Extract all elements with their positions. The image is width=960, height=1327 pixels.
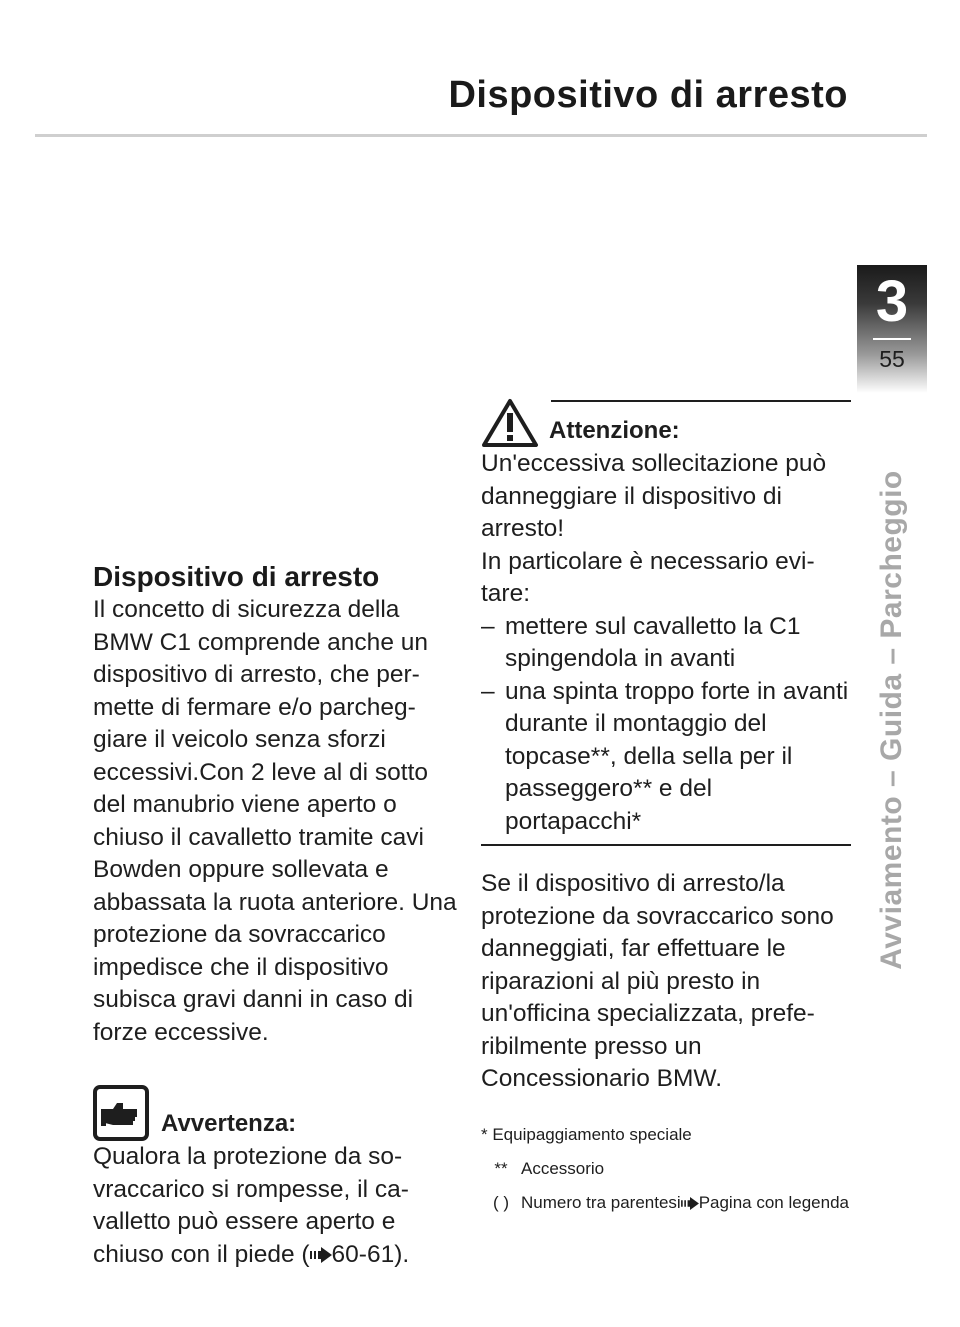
note-text — [93, 1141, 465, 1271]
list-item — [481, 611, 851, 676]
list-item-text: mettere sul cavalletto la C1 spingendola in avanti — [505, 612, 801, 672]
chapter-tab-divider — [873, 338, 911, 340]
legend-row-parentheses — [481, 1186, 851, 1220]
intro-paragraph: Il concetto di sicurezza della BMW C1 comprende anche un dispositivo di arresto, che per-mette di fermare e/o parcheg-giare il veicolo senza sforzi eccessivi.Con 2 leve al di sotto del manubrio viene aperto o chiuso il cavalletto tramite cavi Bowden oppure sollevata e abbassata la ruota anteriore. Una protezione da sovraccarico impedisce che il dispositivo subisca gravi danni in caso di forze eccessive. — [93, 596, 457, 1046]
warning-box — [481, 398, 851, 846]
legend-text — [521, 1186, 849, 1220]
section-heading: Dispositivo di arresto — [93, 561, 380, 592]
note-page-reference: 60-61 — [331, 1240, 395, 1268]
warning-list — [481, 611, 851, 839]
page-number: 55 — [879, 346, 905, 372]
header-divider — [35, 134, 927, 137]
page-reference-arrow-icon — [310, 1247, 332, 1263]
note-header — [93, 1081, 465, 1141]
legend-symbol: ** — [494, 1158, 508, 1178]
list-item-text: una spinta troppo forte in avanti durante il montaggio del topcase**, della sella per il passeggero** e del portapacchi* — [505, 677, 849, 835]
note-block — [93, 1081, 465, 1271]
dash-bullet: – — [481, 677, 495, 705]
list-item — [481, 676, 851, 839]
legend-special: * Equipaggiamento speciale — [481, 1124, 692, 1144]
dash-bullet: – — [481, 612, 495, 640]
note-text-before: Qualora la protezione da so-vraccarico si rompesse, il ca-valletto può essere aperto e chiuso con il piede ( — [93, 1143, 409, 1268]
warning-triangle-icon — [481, 398, 539, 448]
hand-note-icon — [93, 1085, 149, 1141]
warning-intro: In particolare è necessario evi-tare: — [481, 547, 815, 607]
legend-text: Accessorio — [521, 1158, 605, 1178]
legend-row-accessory — [481, 1152, 851, 1186]
right-column — [481, 398, 851, 1220]
chapter-number: 3 — [875, 269, 909, 334]
warning-top-rule — [551, 400, 851, 402]
warning-text: Un'eccessiva sollecitazione può danneggiare il dispositivo di arresto! — [481, 450, 827, 542]
page-title: Dispositivo di arresto — [448, 74, 848, 116]
page-reference-arrow-icon — [681, 1197, 699, 1210]
warning-header — [481, 400, 851, 448]
note-text-after: ). — [394, 1240, 410, 1268]
legend — [481, 1118, 851, 1220]
chapter-side-label — [874, 425, 910, 1015]
left-column — [93, 560, 465, 1271]
legend-paren-text-a: Numero tra parentesi — [521, 1192, 681, 1212]
repair-paragraph: Se il dispositivo di arresto/la protezione da sovraccarico sono danneggiati, far effettuare le riparazioni al più presto in un'officina specializzata, prefe-ribilmente presso un Concessionario BMW. — [481, 870, 834, 1092]
note-title: Avvertenza: — [161, 1110, 297, 1137]
legend-paren-text-b: Pagina con legenda — [698, 1192, 849, 1212]
legend-symbol: ( ) — [492, 1192, 510, 1212]
chapter-tab — [857, 265, 927, 393]
chapter-side-label-text: Avviamento – Guida – Parcheggio — [875, 470, 908, 970]
warning-title: Attenzione: — [549, 417, 680, 444]
